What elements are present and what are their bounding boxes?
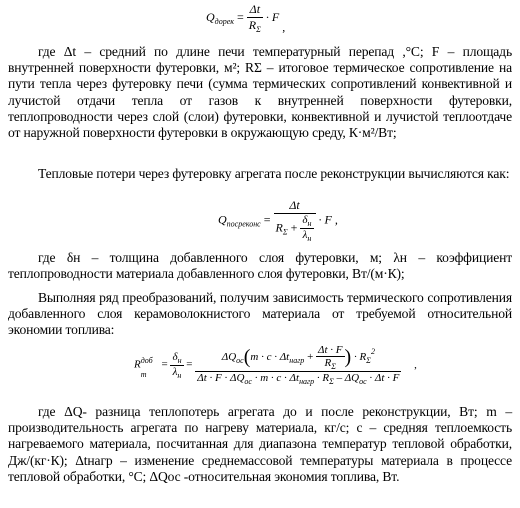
formula3-eq2: = [186,358,193,371]
formula2-den-r-sub: Σ [282,227,288,237]
formula3-num-paren-a: m · c · Δt [250,351,290,364]
formula3-lhs-sub: т [140,369,147,379]
formula2-lhs-sub: посреконс [226,219,261,229]
formula3-mid-den-sub: н [177,370,182,380]
formula1-numerator: Δt [247,2,263,18]
formula3-mid-fraction [170,351,183,380]
formula3-den-part5: · Δt · F [369,372,400,384]
formula1-tail: · F [265,9,280,24]
formula2-inner-den: λ [302,229,308,241]
formula3-den-part1: Δt · F · ΔQ [197,372,245,384]
formula3-main-fraction: $\Delta Q_{ос}(m \cdot c \cdot \Delta t_{нагр}$ + $\frac{\Delta t \cdot F}{R_\Sigma}$ ) · $R_\Sigma^2$ $\Delta t \cdot F \cdot \Delta Q_{ос} \cdot m \cdot c \cdot \Delta t_{нагр} \cdot R_\Sigma - \Delta Q_{ос} \cdot \Delta t \cdot F$ [197,344,400,386]
formula2-lhs: Q [218,212,227,227]
formula2-inner-den-sub: н [307,234,312,243]
formula2-den-r: R [275,220,283,235]
formula3-lhs-sup: доб [140,355,153,365]
formula2-den-plus: + [290,220,298,235]
formula3-den-part2-sub: нагр [299,377,315,386]
paragraph-2-text: Тепловые потери через футеровку агрегата после реконструкции вычисляются как: [38,166,510,181]
formula3-comma: , [414,358,417,371]
paragraph-after-reconstruction [8,166,512,182]
formula3-den-part1-sub: ос [244,377,252,386]
formula3-num-paren-a-sub: нагр [289,356,305,366]
formula3-num-tail-sub: Σ [366,356,371,366]
formula3-num-dq: ΔQ [221,351,237,364]
paragraph-5-text: где ΔQ- разница теплопотерь агрегата до и после реконструкции, Вт; m – производительность агрегата по нагреву материала, кг/с; с – средняя теплоемкость нагреваемого материала, посчитанная для диапазона температур тепловой обработки, Дж/(кг·К); Δtнагр – изменение среднемассовой температуры материала в процессе тепловой обработки, °С; ΔQос -относительная экономия топлива, Вт. [8,404,512,484]
formula3-num-tail-sup: 2 [370,347,375,357]
formula3-den-part3-sub: Σ [329,377,334,386]
formula3-num-tail: · R [353,351,367,364]
formula3-num-inner-den-sub: Σ [331,362,337,371]
paragraph-transformations [8,290,512,339]
formula3-mid-num: δ [172,350,178,363]
formula-heat-loss-before: $Q_{дорек}$ = $\frac{\Delta t}{R_\Sigma}$ · F , [206,2,286,34]
formula3-den-part4-sub: ос [359,377,367,386]
paragraph-1-text: где Δt – средний по длине печи температурный перепад ,°С; F – площадь внутренней поверхности футеровки, м²; RΣ – итоговое термическое сопротивление на пути тепла через футеровку печи (сумма термических сопротивлений конвективной и лучистой отдачи тепла от газов к внутренней поверхности футеровки, теплопроводности через слой (слои) футеровки, конвективной и лучистой теплоотдаче от наружной поверхности футеровки в окружающую среду, К·м²/Вт; [8,44,512,141]
paragraph-4-text: Выполняя ряд преобразований, получим зависимость термического сопротивления добавленного слоя керамоволокнистого материала от требуемой относительной экономии топлива: [8,290,512,338]
formula1-fraction [247,2,263,34]
formula3-num-dq-sub: ос [236,356,244,366]
paragraph-3-text: где δн – толщина добавленного слоя футеровки, м; λн – коэффициент теплопроводности материала добавленного слоя футеровки, Вт/(м·К); [8,250,512,282]
formula2-inner-num: δ [302,214,308,226]
paragraph-definitions-1 [8,44,512,141]
formula-added-layer-resistance [134,344,417,386]
formula2-tail: · F , [318,212,338,227]
formula3-lhs: R [134,358,141,371]
formula3-num-inner-fraction [316,344,344,371]
formula-heat-loss-after: $Q_{посреконс}$ = Δt $R_\Sigma$ + $\frac{\delta_н}{\lambda_н}$ · F , [218,198,338,243]
formula3-den-part4: – ΔQ [336,372,360,384]
formula2-inner-fraction [300,214,313,243]
paragraph-definitions-3 [8,404,512,485]
formula2-numerator: Δt [274,198,316,214]
formula1-lhs: Q [206,9,215,24]
formula1-denominator-sub: Σ [256,25,261,34]
formula3-num-plus: + [307,351,314,364]
formula3-den-part3: · R [316,372,330,384]
formula3-num-inner-den: R [324,357,332,369]
formula2-fraction [274,198,316,243]
formula1-lhs-sub: дорек [214,16,235,26]
formula2-inner-num-sub: н [307,219,312,228]
formula1-comma: , [282,19,286,34]
formula3-eq1: = [161,358,168,371]
formula3-num-inner-num: Δt · F [318,344,343,356]
formula1-denominator: R [248,18,257,32]
formula3-mid-den: λ [172,365,178,378]
formula3-mid-num-sub: н [177,355,182,365]
formula3-den-part2: · m · c · Δt [254,372,300,384]
paragraph-definitions-2 [8,250,512,282]
